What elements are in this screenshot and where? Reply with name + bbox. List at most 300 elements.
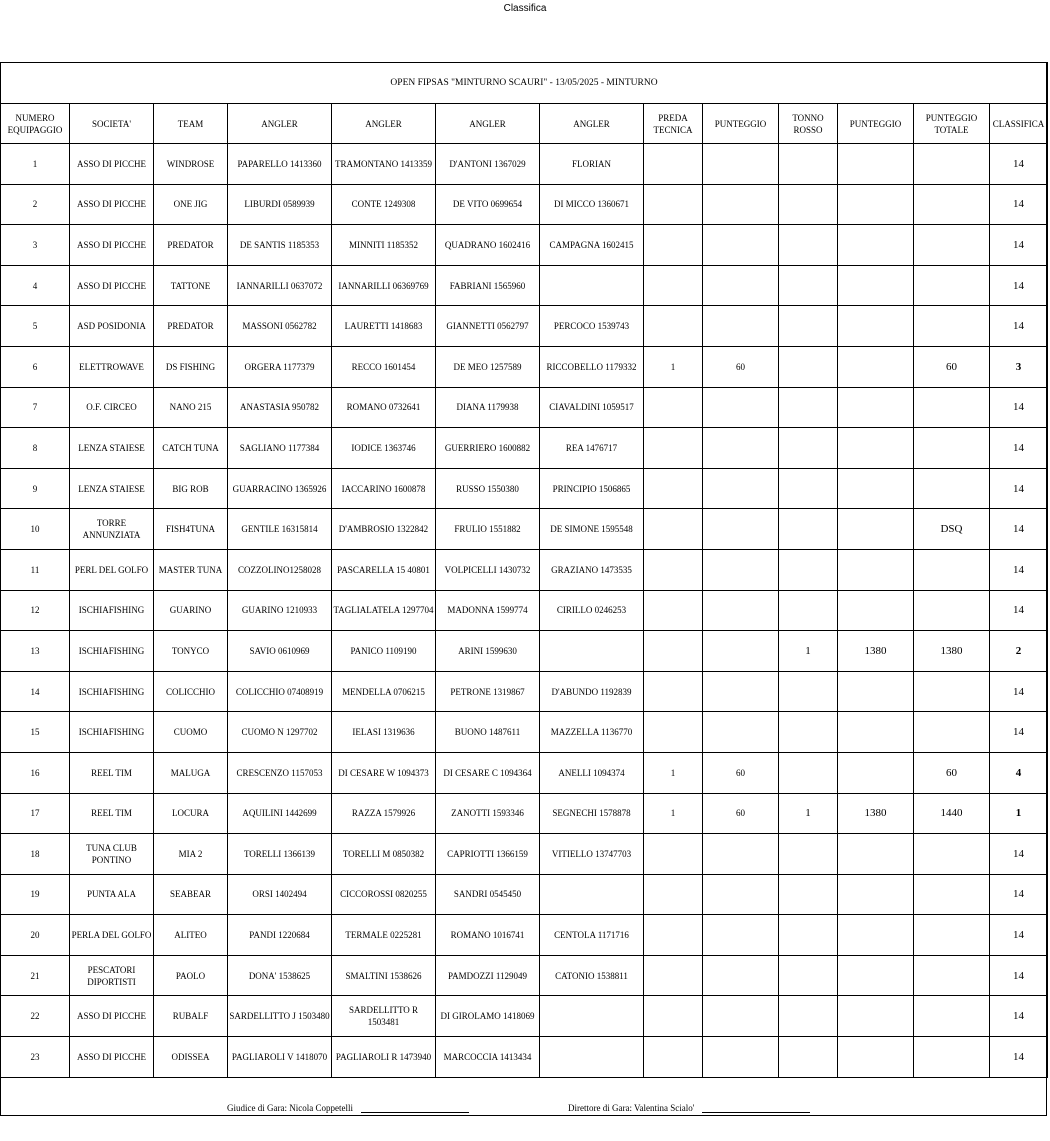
cell-team: MALUGA [154,752,228,793]
cell-numero: 15 [1,712,70,753]
event-title: OPEN FIPSAS "MINTURNO SCAURI" - 13/05/2025 - MINTURNO [1,63,1048,104]
cell-angler-1: PAPARELLO 1413360 [228,144,332,185]
cell-punteggio-totale [914,996,990,1037]
cell-team: RUBALF [154,996,228,1037]
cell-societa: ISCHIAFISHING [70,631,154,672]
cell-preda-tecnica [644,306,703,347]
header-punteggio-totale: PUNTEGGIO TOTALE [914,104,990,144]
cell-angler-2: ROMANO 0732641 [332,387,436,428]
cell-preda-tecnica [644,144,703,185]
cell-angler-4 [540,1037,644,1078]
cell-classifica: 14 [990,306,1048,347]
cell-numero: 21 [1,955,70,996]
cell-preda-tecnica [644,225,703,266]
cell-classifica: 14 [990,671,1048,712]
table-row [1,346,1048,387]
cell-punteggio-2 [838,306,914,347]
cell-angler-2: IANNARILLI 06369769 [332,265,436,306]
cell-punteggio-totale: 1440 [914,793,990,834]
cell-classifica: 14 [990,509,1048,550]
cell-classifica: 14 [990,265,1048,306]
table-row [1,631,1048,672]
cell-preda-tecnica [644,184,703,225]
cell-numero: 17 [1,793,70,834]
cell-numero: 13 [1,631,70,672]
cell-tonno-rosso [779,387,838,428]
cell-angler-2: IACCARINO 1600878 [332,468,436,509]
table-row [1,509,1048,550]
cell-angler-4: DI MICCO 1360671 [540,184,644,225]
judge-signature-line [361,1104,469,1113]
cell-preda-tecnica [644,509,703,550]
cell-punteggio-2 [838,387,914,428]
cell-societa: ASSO DI PICCHE [70,144,154,185]
cell-angler-3: MADONNA 1599774 [436,590,540,631]
cell-preda-tecnica [644,387,703,428]
cell-preda-tecnica [644,631,703,672]
cell-angler-4: SEGNECHI 1578878 [540,793,644,834]
cell-punteggio-1 [703,915,779,956]
cell-angler-4: CAMPAGNA 1602415 [540,225,644,266]
event-title-row [1,63,1048,104]
cell-preda-tecnica [644,955,703,996]
cell-punteggio-1 [703,468,779,509]
cell-angler-1: CRESCENZO 1157053 [228,752,332,793]
cell-classifica: 14 [990,387,1048,428]
cell-punteggio-2 [838,1037,914,1078]
cell-angler-3: DE MEO 1257589 [436,346,540,387]
cell-classifica: 14 [990,184,1048,225]
cell-punteggio-2 [838,712,914,753]
cell-punteggio-totale [914,225,990,266]
cell-classifica: 14 [990,468,1048,509]
cell-angler-2: CONTE 1249308 [332,184,436,225]
cell-preda-tecnica: 1 [644,346,703,387]
cell-angler-3: GUERRIERO 1600882 [436,428,540,469]
cell-numero: 8 [1,428,70,469]
cell-team: TONYCO [154,631,228,672]
cell-tonno-rosso [779,590,838,631]
header-preda-tecnica: PREDA TECNICA [644,104,703,144]
cell-angler-2: SMALTINI 1538626 [332,955,436,996]
cell-punteggio-totale [914,428,990,469]
table-row [1,225,1048,266]
cell-angler-1: DONA' 1538625 [228,955,332,996]
cell-societa: ISCHIAFISHING [70,712,154,753]
cell-angler-2: TORELLI M 0850382 [332,834,436,875]
cell-angler-3: SANDRI 0545450 [436,874,540,915]
cell-angler-3: MARCOCCIA 1413434 [436,1037,540,1078]
cell-angler-1: SAGLIANO 1177384 [228,428,332,469]
cell-angler-2: SARDELLITTO R 1503481 [332,996,436,1037]
cell-classifica: 14 [990,712,1048,753]
cell-punteggio-1 [703,671,779,712]
cell-team: ODISSEA [154,1037,228,1078]
cell-classifica: 14 [990,428,1048,469]
table-row [1,712,1048,753]
cell-angler-3: PETRONE 1319867 [436,671,540,712]
cell-punteggio-totale [914,468,990,509]
table-row [1,144,1048,185]
cell-numero: 14 [1,671,70,712]
cell-punteggio-totale: 60 [914,752,990,793]
cell-punteggio-2 [838,144,914,185]
cell-angler-3: PAMDOZZI 1129049 [436,955,540,996]
cell-angler-4: CATONIO 1538811 [540,955,644,996]
cell-punteggio-2 [838,996,914,1037]
cell-angler-1: MASSONI 0562782 [228,306,332,347]
footer-judge [227,1103,469,1113]
cell-preda-tecnica [644,671,703,712]
header-angler-2: ANGLER [332,104,436,144]
cell-angler-2: TRAMONTANO 1413359 [332,144,436,185]
cell-punteggio-1 [703,834,779,875]
cell-angler-3: DI CESARE C 1094364 [436,752,540,793]
cell-tonno-rosso [779,671,838,712]
cell-angler-2: PANICO 1109190 [332,631,436,672]
table-row [1,590,1048,631]
cell-tonno-rosso [779,549,838,590]
cell-angler-3: RUSSO 1550380 [436,468,540,509]
cell-punteggio-1 [703,225,779,266]
cell-punteggio-totale: DSQ [914,509,990,550]
cell-societa: ASSO DI PICCHE [70,225,154,266]
cell-preda-tecnica [644,712,703,753]
cell-numero: 9 [1,468,70,509]
cell-societa: TORRE ANNUNZIATA [70,509,154,550]
cell-punteggio-totale [914,712,990,753]
cell-angler-4: CENTOLA 1171716 [540,915,644,956]
cell-societa: ASSO DI PICCHE [70,184,154,225]
cell-angler-3: DI GIROLAMO 1418069 [436,996,540,1037]
page-title: Classifica [503,3,547,14]
table-row [1,671,1048,712]
header-tonno-rosso: TONNO ROSSO [779,104,838,144]
cell-team: WINDROSE [154,144,228,185]
cell-tonno-rosso [779,225,838,266]
cell-punteggio-2 [838,346,914,387]
cell-tonno-rosso [779,712,838,753]
cell-societa: ASD POSIDONIA [70,306,154,347]
cell-punteggio-1 [703,712,779,753]
cell-classifica: 14 [990,225,1048,266]
cell-punteggio-2 [838,265,914,306]
cell-angler-3: FRULIO 1551882 [436,509,540,550]
cell-punteggio-2: 1380 [838,631,914,672]
cell-tonno-rosso [779,184,838,225]
cell-angler-2: RECCO 1601454 [332,346,436,387]
cell-classifica: 4 [990,752,1048,793]
cell-angler-3: ROMANO 1016741 [436,915,540,956]
cell-team: TATTONE [154,265,228,306]
cell-tonno-rosso [779,144,838,185]
cell-angler-4: PERCOCO 1539743 [540,306,644,347]
cell-punteggio-1 [703,590,779,631]
cell-punteggio-totale [914,671,990,712]
cell-angler-3: QUADRANO 1602416 [436,225,540,266]
cell-tonno-rosso [779,468,838,509]
cell-tonno-rosso [779,509,838,550]
cell-tonno-rosso [779,834,838,875]
cell-numero: 23 [1,1037,70,1078]
cell-classifica: 14 [990,549,1048,590]
cell-punteggio-2 [838,915,914,956]
cell-angler-4: CIRILLO 0246253 [540,590,644,631]
cell-preda-tecnica [644,428,703,469]
cell-numero: 4 [1,265,70,306]
cell-numero: 1 [1,144,70,185]
cell-numero: 22 [1,996,70,1037]
cell-preda-tecnica [644,549,703,590]
cell-team: ALITEO [154,915,228,956]
cell-angler-1: COZZOLINO1258028 [228,549,332,590]
cell-preda-tecnica [644,265,703,306]
cell-classifica: 14 [990,955,1048,996]
cell-angler-2: DI CESARE W 1094373 [332,752,436,793]
cell-punteggio-1 [703,955,779,996]
cell-numero: 2 [1,184,70,225]
cell-angler-1: SAVIO 0610969 [228,631,332,672]
cell-tonno-rosso [779,915,838,956]
cell-punteggio-1: 60 [703,752,779,793]
cell-angler-4 [540,874,644,915]
header-numero: NUMERO EQUIPAGGIO [1,104,70,144]
cell-punteggio-2 [838,590,914,631]
cell-preda-tecnica [644,468,703,509]
cell-societa: TUNA CLUB PONTINO [70,834,154,875]
cell-team: PREDATOR [154,225,228,266]
cell-tonno-rosso [779,346,838,387]
cell-societa: ISCHIAFISHING [70,671,154,712]
cell-punteggio-totale [914,306,990,347]
cell-tonno-rosso [779,1037,838,1078]
cell-team: LOCURA [154,793,228,834]
cell-angler-4: VITIELLO 13747703 [540,834,644,875]
cell-societa: ELETTROWAVE [70,346,154,387]
cell-societa: PESCATORI DIPORTISTI [70,955,154,996]
header-classifica: CLASSIFICA [990,104,1048,144]
cell-angler-3: ZANOTTI 1593346 [436,793,540,834]
cell-angler-1: DE SANTIS 1185353 [228,225,332,266]
cell-angler-2: IELASI 1319636 [332,712,436,753]
cell-team: CATCH TUNA [154,428,228,469]
table-row [1,468,1048,509]
cell-preda-tecnica: 1 [644,752,703,793]
header-punteggio-2: PUNTEGGIO [838,104,914,144]
cell-angler-1: SARDELLITTO J 1503480 [228,996,332,1037]
cell-classifica: 14 [990,915,1048,956]
table-row [1,752,1048,793]
header-angler-4: ANGLER [540,104,644,144]
cell-angler-2: D'AMBROSIO 1322842 [332,509,436,550]
cell-angler-1: GUARINO 1210933 [228,590,332,631]
cell-societa: ISCHIAFISHING [70,590,154,631]
table-row [1,549,1048,590]
cell-punteggio-1 [703,996,779,1037]
table-row [1,306,1048,347]
cell-angler-1: ANASTASIA 950782 [228,387,332,428]
cell-punteggio-totale [914,184,990,225]
cell-societa: ASSO DI PICCHE [70,265,154,306]
table-row [1,428,1048,469]
cell-angler-4: D'ABUNDO 1192839 [540,671,644,712]
cell-punteggio-totale [914,1037,990,1078]
judge-label: Giudice di Gara: Nicola Coppetelli [227,1103,353,1113]
cell-tonno-rosso [779,265,838,306]
cell-angler-4: REA 1476717 [540,428,644,469]
cell-angler-3: DIANA 1179938 [436,387,540,428]
cell-angler-4 [540,996,644,1037]
cell-societa: REEL TIM [70,752,154,793]
cell-numero: 11 [1,549,70,590]
header-punteggio-1: PUNTEGGIO [703,104,779,144]
cell-team: NANO 215 [154,387,228,428]
cell-angler-4: GRAZIANO 1473535 [540,549,644,590]
cell-societa: PERLA DEL GOLFO [70,915,154,956]
cell-classifica: 2 [990,631,1048,672]
cell-team: ONE JIG [154,184,228,225]
cell-punteggio-1 [703,549,779,590]
header-angler-1: ANGLER [228,104,332,144]
cell-classifica: 1 [990,793,1048,834]
cell-tonno-rosso [779,996,838,1037]
cell-angler-3: D'ANTONI 1367029 [436,144,540,185]
table-row [1,915,1048,956]
cell-societa: O.F. CIRCEO [70,387,154,428]
cell-angler-1: ORSI 1402494 [228,874,332,915]
cell-punteggio-2 [838,225,914,266]
cell-angler-1: ORGERA 1177379 [228,346,332,387]
cell-team: SEABEAR [154,874,228,915]
cell-angler-1: PAGLIAROLI V 1418070 [228,1037,332,1078]
cell-punteggio-1 [703,184,779,225]
cell-preda-tecnica [644,874,703,915]
cell-team: COLICCHIO [154,671,228,712]
cell-angler-4: DE SIMONE 1595548 [540,509,644,550]
cell-angler-2: TAGLIALATELA 1297704 [332,590,436,631]
cell-punteggio-2: 1380 [838,793,914,834]
cell-numero: 3 [1,225,70,266]
cell-classifica: 14 [990,874,1048,915]
cell-punteggio-totale [914,144,990,185]
cell-punteggio-totale [914,549,990,590]
table-row [1,955,1048,996]
cell-punteggio-2 [838,468,914,509]
cell-punteggio-2 [838,834,914,875]
cell-punteggio-1: 60 [703,793,779,834]
cell-angler-4 [540,265,644,306]
cell-angler-4: FLORIAN [540,144,644,185]
cell-angler-2: PAGLIAROLI R 1473940 [332,1037,436,1078]
cell-classifica: 14 [990,996,1048,1037]
table-row [1,874,1048,915]
cell-angler-1: LIBURDI 0589939 [228,184,332,225]
cell-punteggio-1 [703,265,779,306]
cell-angler-1: AQUILINI 1442699 [228,793,332,834]
cell-team: FISH4TUNA [154,509,228,550]
cell-societa: ASSO DI PICCHE [70,996,154,1037]
table-row [1,834,1048,875]
cell-angler-2: CICCOROSSI 0820255 [332,874,436,915]
cell-punteggio-2 [838,428,914,469]
cell-societa: LENZA STAIESE [70,468,154,509]
cell-numero: 18 [1,834,70,875]
cell-tonno-rosso [779,955,838,996]
cell-preda-tecnica [644,834,703,875]
cell-punteggio-totale [914,834,990,875]
cell-punteggio-2 [838,955,914,996]
cell-punteggio-totale [914,265,990,306]
cell-punteggio-2 [838,184,914,225]
cell-angler-3: GIANNETTI 0562797 [436,306,540,347]
cell-societa: REEL TIM [70,793,154,834]
cell-numero: 16 [1,752,70,793]
cell-preda-tecnica: 1 [644,793,703,834]
cell-tonno-rosso: 1 [779,631,838,672]
header-angler-3: ANGLER [436,104,540,144]
cell-team: MASTER TUNA [154,549,228,590]
cell-classifica: 14 [990,1037,1048,1078]
classification-table [0,62,1048,1078]
header-societa: SOCIETA' [70,104,154,144]
cell-numero: 12 [1,590,70,631]
cell-preda-tecnica [644,590,703,631]
cell-punteggio-1 [703,509,779,550]
cell-angler-2: LAURETTI 1418683 [332,306,436,347]
cell-classifica: 14 [990,144,1048,185]
cell-angler-4: ANELLI 1094374 [540,752,644,793]
director-signature-line [702,1104,810,1113]
cell-punteggio-totale [914,874,990,915]
table-row [1,387,1048,428]
cell-angler-4: RICCOBELLO 1179332 [540,346,644,387]
cell-angler-3: ARINI 1599630 [436,631,540,672]
cell-team: BIG ROB [154,468,228,509]
cell-angler-3: BUONO 1487611 [436,712,540,753]
cell-societa: ASSO DI PICCHE [70,1037,154,1078]
cell-angler-2: MINNITI 1185352 [332,225,436,266]
cell-team: CUOMO [154,712,228,753]
cell-numero: 10 [1,509,70,550]
cell-angler-1: GENTILE 16315814 [228,509,332,550]
cell-angler-1: GUARRACINO 1365926 [228,468,332,509]
header-team: TEAM [154,104,228,144]
cell-numero: 6 [1,346,70,387]
cell-preda-tecnica [644,915,703,956]
cell-punteggio-2 [838,874,914,915]
cell-punteggio-1: 60 [703,346,779,387]
cell-punteggio-totale [914,387,990,428]
cell-punteggio-2 [838,671,914,712]
cell-punteggio-totale [914,915,990,956]
cell-punteggio-totale [914,955,990,996]
cell-angler-3: DE VITO 0699654 [436,184,540,225]
cell-angler-1: PANDI 1220684 [228,915,332,956]
cell-team: DS FISHING [154,346,228,387]
table-row [1,184,1048,225]
cell-numero: 7 [1,387,70,428]
cell-angler-1: TORELLI 1366139 [228,834,332,875]
cell-angler-2: RAZZA 1579926 [332,793,436,834]
cell-societa: PERL DEL GOLFO [70,549,154,590]
cell-angler-4 [540,631,644,672]
cell-punteggio-1 [703,1037,779,1078]
cell-angler-2: TERMALE 0225281 [332,915,436,956]
table-row [1,996,1048,1037]
cell-classifica: 14 [990,590,1048,631]
cell-punteggio-totale: 60 [914,346,990,387]
table-row [1,793,1048,834]
